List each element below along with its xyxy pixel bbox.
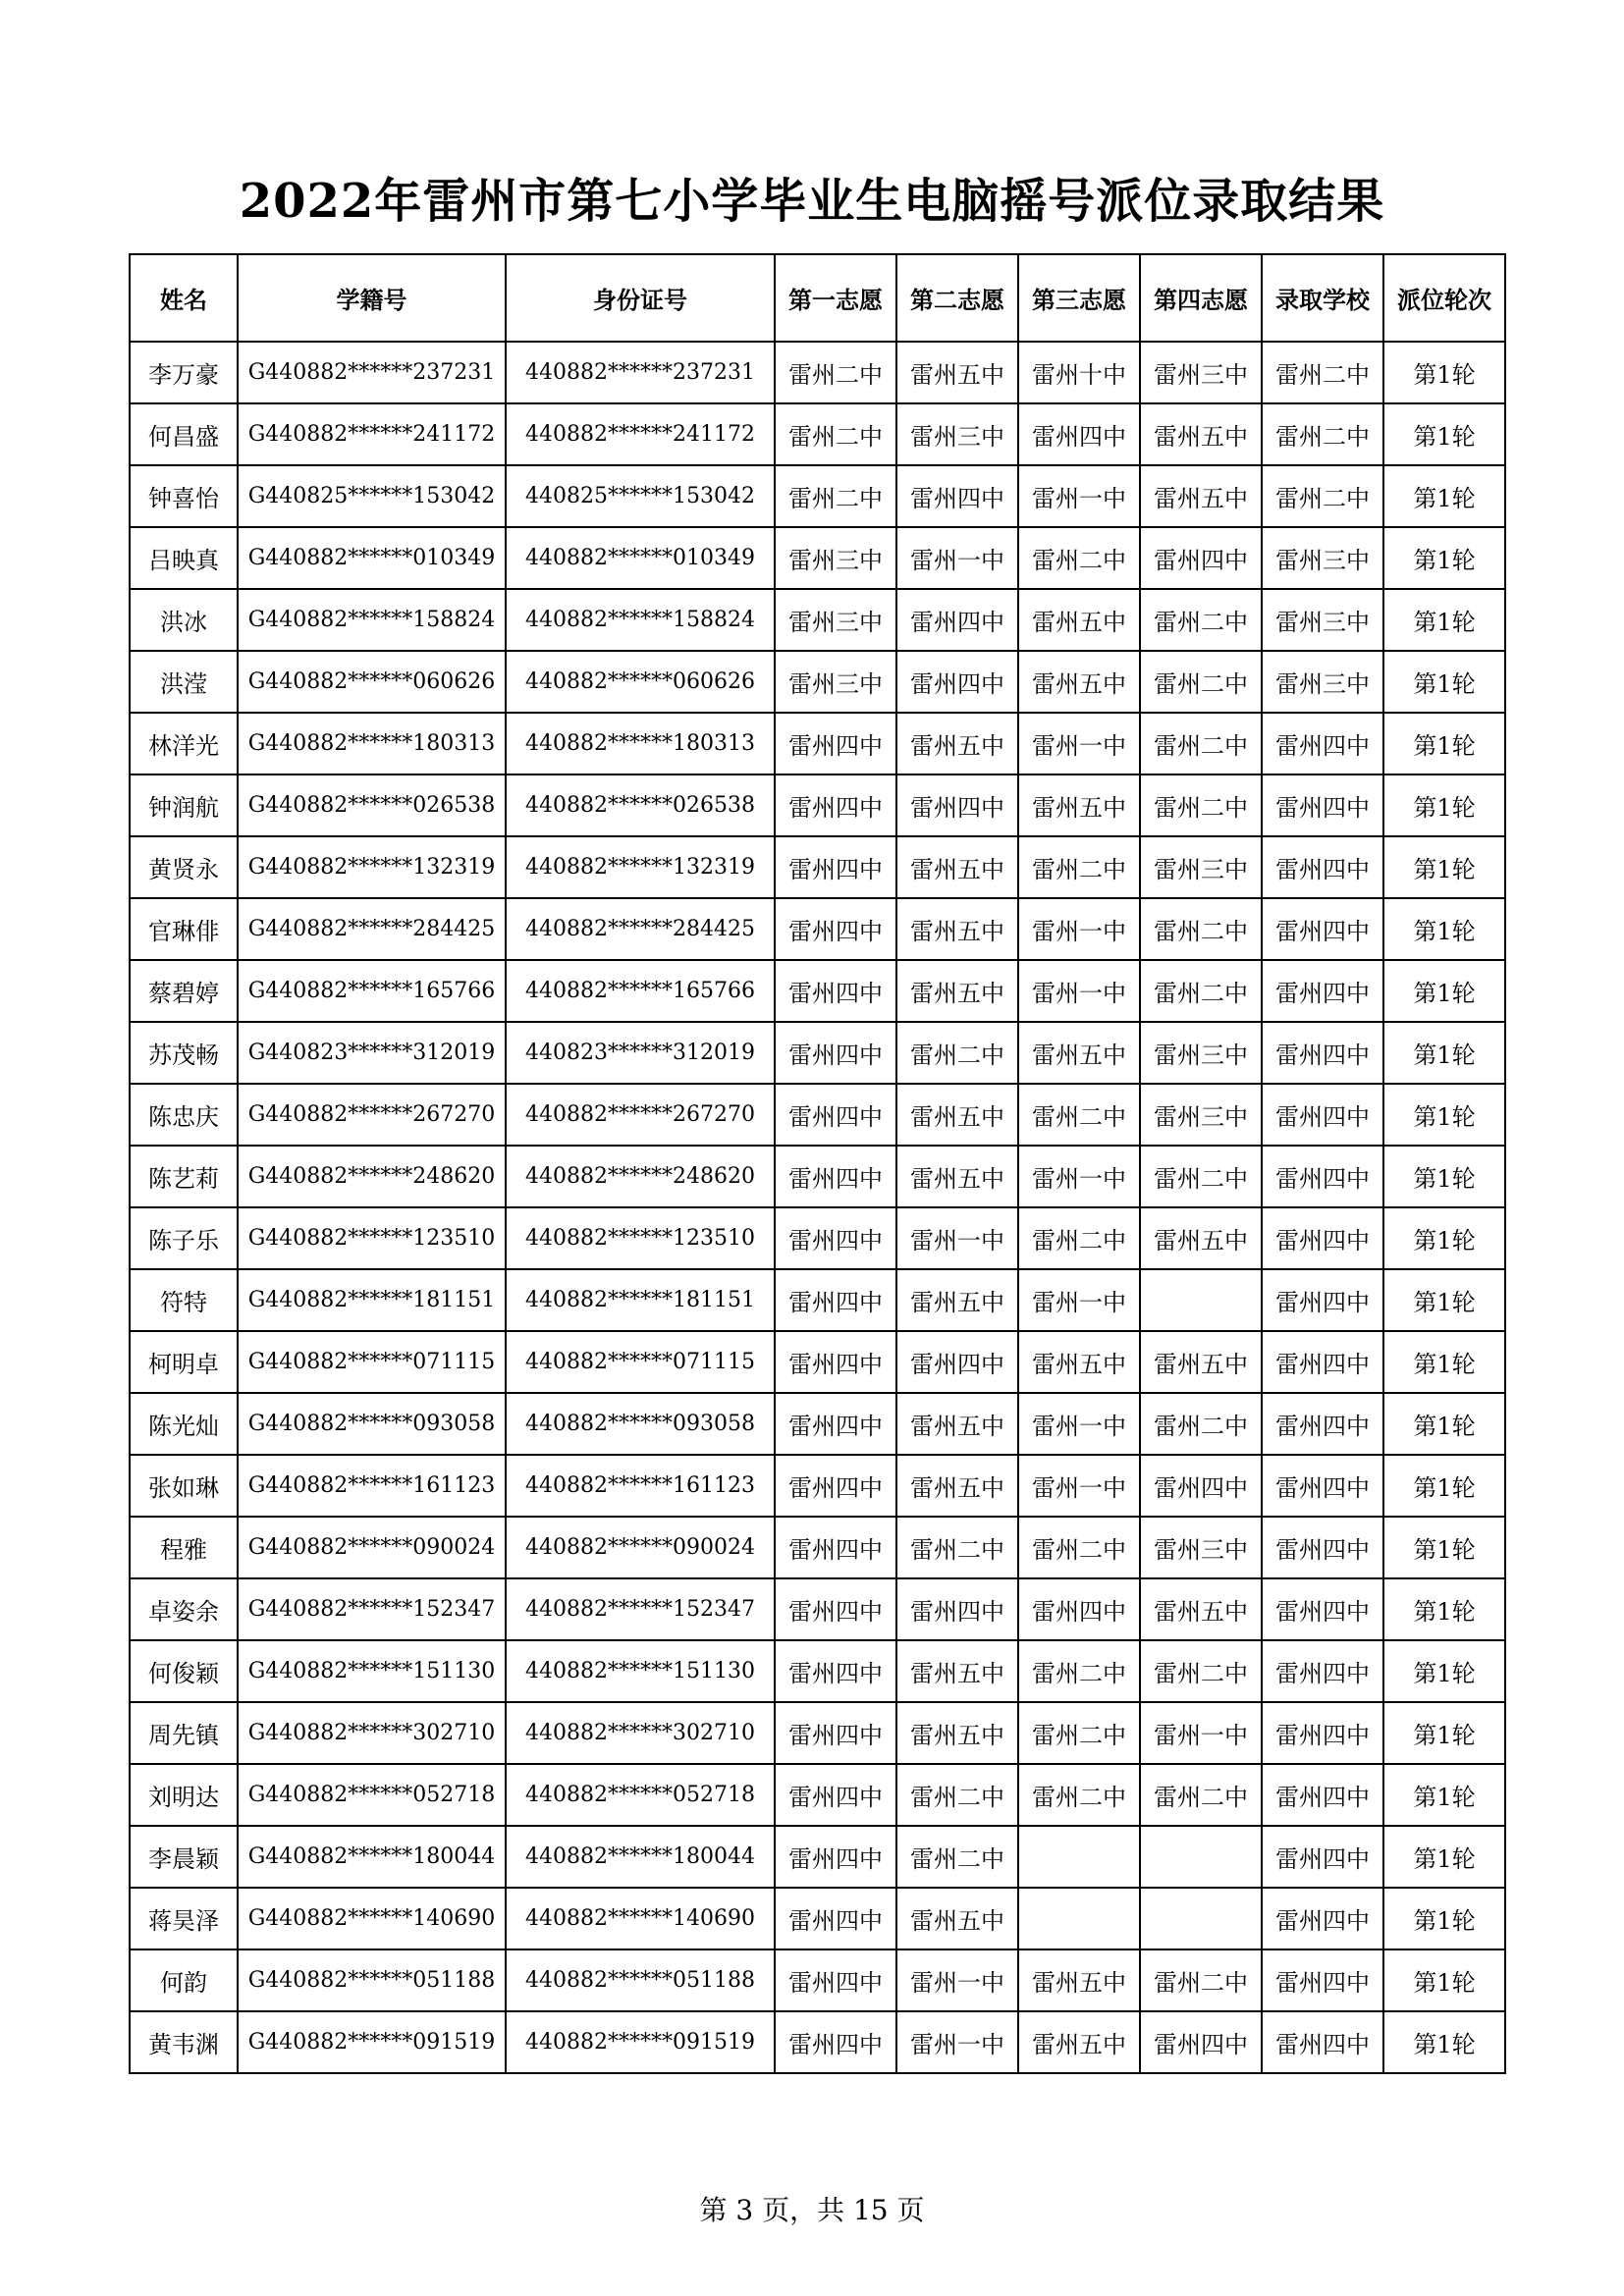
table-row xyxy=(130,1949,1505,2011)
cell-id-card: 440882******010349 xyxy=(506,527,775,589)
cell-choice-1: 雷州四中 xyxy=(775,898,896,960)
cell-name: 柯明卓 xyxy=(130,1331,238,1393)
cell-choice-4: 雷州三中 xyxy=(1140,342,1262,403)
cell-choice-2: 雷州二中 xyxy=(896,1826,1018,1888)
cell-choice-3: 雷州一中 xyxy=(1018,898,1140,960)
cell-choice-1: 雷州四中 xyxy=(775,1455,896,1517)
cell-student-id: G440882******090024 xyxy=(238,1517,506,1578)
table-row xyxy=(130,774,1505,836)
cell-choice-3: 雷州一中 xyxy=(1018,960,1140,1022)
cell-choice-1: 雷州四中 xyxy=(775,1764,896,1826)
cell-id-card: 440882******237231 xyxy=(506,342,775,403)
cell-choice-3: 雷州四中 xyxy=(1018,1578,1140,1640)
cell-choice-1: 雷州四中 xyxy=(775,1331,896,1393)
cell-choice-2: 雷州五中 xyxy=(896,342,1018,403)
cell-choice-1: 雷州三中 xyxy=(775,527,896,589)
cell-round: 第1轮 xyxy=(1383,1455,1505,1517)
cell-admitted-school: 雷州四中 xyxy=(1262,774,1383,836)
cell-choice-4: 雷州二中 xyxy=(1140,1146,1262,1207)
header-student-id: 学籍号 xyxy=(238,254,506,342)
cell-round: 第1轮 xyxy=(1383,1702,1505,1764)
cell-student-id: G440882******248620 xyxy=(238,1146,506,1207)
cell-name: 程雅 xyxy=(130,1517,238,1578)
cell-name: 陈光灿 xyxy=(130,1393,238,1455)
cell-name: 洪冰 xyxy=(130,589,238,651)
cell-choice-3: 雷州二中 xyxy=(1018,836,1140,898)
cell-choice-1: 雷州二中 xyxy=(775,465,896,527)
cell-round: 第1轮 xyxy=(1383,713,1505,774)
cell-id-card: 440882******132319 xyxy=(506,836,775,898)
cell-choice-4 xyxy=(1140,1826,1262,1888)
cell-choice-3: 雷州一中 xyxy=(1018,465,1140,527)
cell-id-card: 440882******161123 xyxy=(506,1455,775,1517)
cell-choice-3: 雷州一中 xyxy=(1018,1146,1140,1207)
cell-round: 第1轮 xyxy=(1383,1578,1505,1640)
cell-choice-3: 雷州五中 xyxy=(1018,1022,1140,1084)
cell-choice-1: 雷州四中 xyxy=(775,1826,896,1888)
cell-choice-4: 雷州三中 xyxy=(1140,1517,1262,1578)
cell-choice-3: 雷州四中 xyxy=(1018,403,1140,465)
cell-choice-1: 雷州四中 xyxy=(775,774,896,836)
cell-admitted-school: 雷州四中 xyxy=(1262,1331,1383,1393)
cell-name: 卓姿余 xyxy=(130,1578,238,1640)
cell-name: 李万豪 xyxy=(130,342,238,403)
cell-student-id: G440825******153042 xyxy=(238,465,506,527)
cell-admitted-school: 雷州四中 xyxy=(1262,1393,1383,1455)
cell-name: 蒋昊泽 xyxy=(130,1888,238,1949)
cell-round: 第1轮 xyxy=(1383,1826,1505,1888)
cell-choice-4: 雷州五中 xyxy=(1140,403,1262,465)
page-number: 第 3 页，共 15 页 xyxy=(699,2194,925,2226)
cell-admitted-school: 雷州四中 xyxy=(1262,1702,1383,1764)
table-row xyxy=(130,1269,1505,1331)
cell-choice-4: 雷州二中 xyxy=(1140,1393,1262,1455)
cell-name: 官琳俳 xyxy=(130,898,238,960)
cell-choice-4: 雷州五中 xyxy=(1140,1207,1262,1269)
cell-round: 第1轮 xyxy=(1383,651,1505,713)
cell-choice-2: 雷州二中 xyxy=(896,1517,1018,1578)
header-choice-2: 第二志愿 xyxy=(896,254,1018,342)
cell-choice-3: 雷州五中 xyxy=(1018,1331,1140,1393)
cell-choice-1: 雷州四中 xyxy=(775,1517,896,1578)
cell-id-card: 440882******123510 xyxy=(506,1207,775,1269)
cell-choice-1: 雷州四中 xyxy=(775,960,896,1022)
cell-choice-2: 雷州一中 xyxy=(896,1949,1018,2011)
cell-admitted-school: 雷州四中 xyxy=(1262,1146,1383,1207)
cell-choice-3: 雷州十中 xyxy=(1018,342,1140,403)
cell-id-card: 440823******312019 xyxy=(506,1022,775,1084)
cell-choice-4: 雷州二中 xyxy=(1140,774,1262,836)
cell-admitted-school: 雷州四中 xyxy=(1262,960,1383,1022)
cell-admitted-school: 雷州二中 xyxy=(1262,465,1383,527)
table-row xyxy=(130,1640,1505,1702)
cell-choice-2: 雷州五中 xyxy=(896,1888,1018,1949)
cell-student-id: G440882******181151 xyxy=(238,1269,506,1331)
cell-student-id: G440882******051188 xyxy=(238,1949,506,2011)
cell-choice-4: 雷州二中 xyxy=(1140,960,1262,1022)
cell-id-card: 440882******302710 xyxy=(506,1702,775,1764)
cell-admitted-school: 雷州四中 xyxy=(1262,1949,1383,2011)
cell-student-id: G440882******140690 xyxy=(238,1888,506,1949)
header-choice-3: 第三志愿 xyxy=(1018,254,1140,342)
cell-admitted-school: 雷州四中 xyxy=(1262,1826,1383,1888)
cell-student-id: G440882******071115 xyxy=(238,1331,506,1393)
cell-choice-3: 雷州五中 xyxy=(1018,1949,1140,2011)
table-row xyxy=(130,836,1505,898)
cell-choice-3: 雷州五中 xyxy=(1018,774,1140,836)
cell-student-id: G440882******241172 xyxy=(238,403,506,465)
cell-round: 第1轮 xyxy=(1383,527,1505,589)
cell-id-card: 440882******152347 xyxy=(506,1578,775,1640)
cell-student-id: G440882******158824 xyxy=(238,589,506,651)
cell-id-card: 440882******181151 xyxy=(506,1269,775,1331)
cell-student-id: G440882******302710 xyxy=(238,1702,506,1764)
cell-round: 第1轮 xyxy=(1383,898,1505,960)
cell-student-id: G440882******267270 xyxy=(238,1084,506,1146)
cell-student-id: G440882******151130 xyxy=(238,1640,506,1702)
table-row xyxy=(130,1764,1505,1826)
cell-choice-1: 雷州四中 xyxy=(775,2011,896,2073)
cell-choice-2: 雷州五中 xyxy=(896,1084,1018,1146)
cell-choice-4: 雷州二中 xyxy=(1140,713,1262,774)
table-row xyxy=(130,713,1505,774)
cell-choice-1: 雷州二中 xyxy=(775,403,896,465)
cell-choice-4: 雷州二中 xyxy=(1140,651,1262,713)
cell-student-id: G440882******052718 xyxy=(238,1764,506,1826)
cell-admitted-school: 雷州三中 xyxy=(1262,651,1383,713)
cell-choice-4: 雷州三中 xyxy=(1140,1084,1262,1146)
cell-name: 何韵 xyxy=(130,1949,238,2011)
cell-choice-4 xyxy=(1140,1888,1262,1949)
table-row xyxy=(130,1084,1505,1146)
cell-round: 第1轮 xyxy=(1383,960,1505,1022)
cell-admitted-school: 雷州四中 xyxy=(1262,1888,1383,1949)
cell-id-card: 440882******151130 xyxy=(506,1640,775,1702)
table-row xyxy=(130,342,1505,403)
table-row xyxy=(130,403,1505,465)
table-row xyxy=(130,589,1505,651)
cell-choice-1: 雷州四中 xyxy=(775,1393,896,1455)
cell-admitted-school: 雷州四中 xyxy=(1262,1640,1383,1702)
cell-admitted-school: 雷州四中 xyxy=(1262,2011,1383,2073)
cell-student-id: G440882******010349 xyxy=(238,527,506,589)
cell-id-card: 440882******180313 xyxy=(506,713,775,774)
cell-name: 林洋光 xyxy=(130,713,238,774)
table-row xyxy=(130,1578,1505,1640)
cell-admitted-school: 雷州四中 xyxy=(1262,1022,1383,1084)
header-round: 派位轮次 xyxy=(1383,254,1505,342)
cell-name: 符特 xyxy=(130,1269,238,1331)
cell-choice-1: 雷州三中 xyxy=(775,651,896,713)
header-name: 姓名 xyxy=(130,254,238,342)
cell-round: 第1轮 xyxy=(1383,1949,1505,2011)
cell-name: 蔡碧婷 xyxy=(130,960,238,1022)
cell-student-id: G440882******091519 xyxy=(238,2011,506,2073)
cell-choice-4: 雷州二中 xyxy=(1140,898,1262,960)
cell-choice-3 xyxy=(1018,1888,1140,1949)
cell-round: 第1轮 xyxy=(1383,1084,1505,1146)
cell-admitted-school: 雷州四中 xyxy=(1262,1269,1383,1331)
cell-name: 周先镇 xyxy=(130,1702,238,1764)
cell-choice-1: 雷州四中 xyxy=(775,1702,896,1764)
cell-choice-4: 雷州三中 xyxy=(1140,1022,1262,1084)
cell-choice-1: 雷州四中 xyxy=(775,1269,896,1331)
cell-id-card: 440882******071115 xyxy=(506,1331,775,1393)
cell-name: 陈艺莉 xyxy=(130,1146,238,1207)
cell-round: 第1轮 xyxy=(1383,589,1505,651)
cell-admitted-school: 雷州四中 xyxy=(1262,1084,1383,1146)
cell-student-id: G440882******152347 xyxy=(238,1578,506,1640)
cell-admitted-school: 雷州四中 xyxy=(1262,1764,1383,1826)
cell-admitted-school: 雷州四中 xyxy=(1262,1517,1383,1578)
cell-choice-2: 雷州五中 xyxy=(896,898,1018,960)
cell-admitted-school: 雷州三中 xyxy=(1262,589,1383,651)
cell-id-card: 440882******060626 xyxy=(506,651,775,713)
cell-id-card: 440882******140690 xyxy=(506,1888,775,1949)
cell-choice-2: 雷州五中 xyxy=(896,1640,1018,1702)
cell-round: 第1轮 xyxy=(1383,1517,1505,1578)
cell-choice-4: 雷州五中 xyxy=(1140,465,1262,527)
cell-choice-3: 雷州二中 xyxy=(1018,1764,1140,1826)
cell-choice-2: 雷州四中 xyxy=(896,589,1018,651)
cell-choice-3 xyxy=(1018,1826,1140,1888)
cell-choice-1: 雷州二中 xyxy=(775,342,896,403)
cell-choice-3: 雷州一中 xyxy=(1018,713,1140,774)
cell-student-id: G440882******237231 xyxy=(238,342,506,403)
cell-choice-2: 雷州五中 xyxy=(896,1455,1018,1517)
cell-round: 第1轮 xyxy=(1383,1393,1505,1455)
header-choice-4: 第四志愿 xyxy=(1140,254,1262,342)
cell-choice-2: 雷州一中 xyxy=(896,1207,1018,1269)
table-row xyxy=(130,1207,1505,1269)
cell-choice-2: 雷州四中 xyxy=(896,1331,1018,1393)
cell-choice-1: 雷州四中 xyxy=(775,1146,896,1207)
cell-name: 何俊颖 xyxy=(130,1640,238,1702)
cell-choice-2: 雷州五中 xyxy=(896,1269,1018,1331)
cell-id-card: 440882******051188 xyxy=(506,1949,775,2011)
cell-choice-3: 雷州二中 xyxy=(1018,1207,1140,1269)
cell-round: 第1轮 xyxy=(1383,1207,1505,1269)
cell-choice-3: 雷州一中 xyxy=(1018,1269,1140,1331)
cell-admitted-school: 雷州三中 xyxy=(1262,527,1383,589)
cell-choice-2: 雷州四中 xyxy=(896,465,1018,527)
cell-choice-2: 雷州四中 xyxy=(896,774,1018,836)
cell-choice-2: 雷州二中 xyxy=(896,1022,1018,1084)
cell-student-id: G440882******180044 xyxy=(238,1826,506,1888)
cell-id-card: 440882******158824 xyxy=(506,589,775,651)
cell-student-id: G440882******284425 xyxy=(238,898,506,960)
cell-choice-1: 雷州四中 xyxy=(775,836,896,898)
cell-id-card: 440882******052718 xyxy=(506,1764,775,1826)
cell-round: 第1轮 xyxy=(1383,465,1505,527)
cell-choice-4: 雷州四中 xyxy=(1140,527,1262,589)
cell-name: 张如琳 xyxy=(130,1455,238,1517)
cell-round: 第1轮 xyxy=(1383,403,1505,465)
cell-admitted-school: 雷州二中 xyxy=(1262,342,1383,403)
cell-name: 钟喜怡 xyxy=(130,465,238,527)
cell-round: 第1轮 xyxy=(1383,342,1505,403)
cell-id-card: 440882******165766 xyxy=(506,960,775,1022)
cell-id-card: 440825******153042 xyxy=(506,465,775,527)
cell-name: 黄韦渊 xyxy=(130,2011,238,2073)
cell-name: 黄贤永 xyxy=(130,836,238,898)
cell-id-card: 440882******248620 xyxy=(506,1146,775,1207)
table-row xyxy=(130,1146,1505,1207)
cell-choice-2: 雷州五中 xyxy=(896,836,1018,898)
cell-choice-4: 雷州二中 xyxy=(1140,589,1262,651)
header-choice-1: 第一志愿 xyxy=(775,254,896,342)
cell-admitted-school: 雷州四中 xyxy=(1262,1207,1383,1269)
cell-name: 陈忠庆 xyxy=(130,1084,238,1146)
cell-id-card: 440882******284425 xyxy=(506,898,775,960)
cell-choice-2: 雷州一中 xyxy=(896,527,1018,589)
cell-name: 吕映真 xyxy=(130,527,238,589)
cell-choice-4: 雷州四中 xyxy=(1140,1455,1262,1517)
cell-round: 第1轮 xyxy=(1383,1146,1505,1207)
cell-round: 第1轮 xyxy=(1383,1640,1505,1702)
cell-choice-1: 雷州四中 xyxy=(775,1888,896,1949)
cell-round: 第1轮 xyxy=(1383,774,1505,836)
cell-admitted-school: 雷州二中 xyxy=(1262,403,1383,465)
cell-student-id: G440882******132319 xyxy=(238,836,506,898)
cell-admitted-school: 雷州四中 xyxy=(1262,1578,1383,1640)
cell-choice-2: 雷州五中 xyxy=(896,1146,1018,1207)
table-row xyxy=(130,2011,1505,2073)
cell-choice-2: 雷州四中 xyxy=(896,1578,1018,1640)
cell-choice-4: 雷州一中 xyxy=(1140,1702,1262,1764)
table-row xyxy=(130,1517,1505,1578)
cell-choice-3: 雷州五中 xyxy=(1018,2011,1140,2073)
cell-choice-4: 雷州五中 xyxy=(1140,1578,1262,1640)
cell-round: 第1轮 xyxy=(1383,2011,1505,2073)
cell-choice-4: 雷州五中 xyxy=(1140,1331,1262,1393)
cell-round: 第1轮 xyxy=(1383,1764,1505,1826)
cell-round: 第1轮 xyxy=(1383,1888,1505,1949)
table-row xyxy=(130,1331,1505,1393)
cell-choice-4 xyxy=(1140,1269,1262,1331)
cell-admitted-school: 雷州四中 xyxy=(1262,898,1383,960)
table-row xyxy=(130,527,1505,589)
cell-admitted-school: 雷州四中 xyxy=(1262,713,1383,774)
cell-choice-3: 雷州五中 xyxy=(1018,589,1140,651)
table-row xyxy=(130,898,1505,960)
table-row xyxy=(130,1888,1505,1949)
cell-choice-3: 雷州二中 xyxy=(1018,1640,1140,1702)
cell-name: 苏茂畅 xyxy=(130,1022,238,1084)
cell-round: 第1轮 xyxy=(1383,1269,1505,1331)
cell-choice-1: 雷州四中 xyxy=(775,1207,896,1269)
cell-name: 陈子乐 xyxy=(130,1207,238,1269)
cell-choice-2: 雷州三中 xyxy=(896,403,1018,465)
cell-id-card: 440882******241172 xyxy=(506,403,775,465)
cell-choice-3: 雷州一中 xyxy=(1018,1393,1140,1455)
cell-choice-4: 雷州二中 xyxy=(1140,1764,1262,1826)
cell-round: 第1轮 xyxy=(1383,1331,1505,1393)
cell-student-id: G440882******161123 xyxy=(238,1455,506,1517)
table-row xyxy=(130,1022,1505,1084)
cell-choice-4: 雷州三中 xyxy=(1140,836,1262,898)
cell-id-card: 440882******093058 xyxy=(506,1393,775,1455)
cell-name: 刘明达 xyxy=(130,1764,238,1826)
table-row xyxy=(130,1393,1505,1455)
table-row xyxy=(130,465,1505,527)
cell-round: 第1轮 xyxy=(1383,836,1505,898)
cell-choice-4: 雷州四中 xyxy=(1140,2011,1262,2073)
cell-name: 何昌盛 xyxy=(130,403,238,465)
cell-student-id: G440882******123510 xyxy=(238,1207,506,1269)
header-admitted-school: 录取学校 xyxy=(1262,254,1383,342)
table-row xyxy=(130,1826,1505,1888)
table-row xyxy=(130,960,1505,1022)
cell-choice-2: 雷州四中 xyxy=(896,651,1018,713)
cell-round: 第1轮 xyxy=(1383,1022,1505,1084)
cell-choice-1: 雷州三中 xyxy=(775,589,896,651)
cell-name: 洪滢 xyxy=(130,651,238,713)
table-row xyxy=(130,651,1505,713)
cell-choice-1: 雷州四中 xyxy=(775,1578,896,1640)
cell-id-card: 440882******180044 xyxy=(506,1826,775,1888)
table-row xyxy=(130,1455,1505,1517)
cell-student-id: G440823******312019 xyxy=(238,1022,506,1084)
cell-choice-3: 雷州五中 xyxy=(1018,651,1140,713)
cell-choice-2: 雷州一中 xyxy=(896,2011,1018,2073)
table-row xyxy=(130,1702,1505,1764)
cell-id-card: 440882******091519 xyxy=(506,2011,775,2073)
cell-choice-2: 雷州五中 xyxy=(896,960,1018,1022)
cell-student-id: G440882******060626 xyxy=(238,651,506,713)
cell-choice-2: 雷州五中 xyxy=(896,1393,1018,1455)
admission-results-table xyxy=(129,253,1506,2074)
cell-id-card: 440882******090024 xyxy=(506,1517,775,1578)
cell-choice-3: 雷州二中 xyxy=(1018,1702,1140,1764)
cell-id-card: 440882******267270 xyxy=(506,1084,775,1146)
cell-choice-2: 雷州二中 xyxy=(896,1764,1018,1826)
cell-choice-2: 雷州五中 xyxy=(896,713,1018,774)
cell-id-card: 440882******026538 xyxy=(506,774,775,836)
cell-student-id: G440882******026538 xyxy=(238,774,506,836)
cell-choice-1: 雷州四中 xyxy=(775,713,896,774)
table-header-row xyxy=(130,254,1505,342)
cell-student-id: G440882******180313 xyxy=(238,713,506,774)
cell-choice-1: 雷州四中 xyxy=(775,1640,896,1702)
cell-student-id: G440882******165766 xyxy=(238,960,506,1022)
cell-name: 李晨颖 xyxy=(130,1826,238,1888)
cell-admitted-school: 雷州四中 xyxy=(1262,1455,1383,1517)
cell-choice-1: 雷州四中 xyxy=(775,1084,896,1146)
cell-student-id: G440882******093058 xyxy=(238,1393,506,1455)
page-title: 2022年雷州市第七小学毕业生电脑摇号派位录取结果 xyxy=(239,174,1385,229)
cell-choice-4: 雷州二中 xyxy=(1140,1949,1262,2011)
cell-choice-3: 雷州一中 xyxy=(1018,1455,1140,1517)
cell-choice-1: 雷州四中 xyxy=(775,1949,896,2011)
cell-admitted-school: 雷州四中 xyxy=(1262,836,1383,898)
cell-choice-3: 雷州二中 xyxy=(1018,1517,1140,1578)
cell-choice-4: 雷州二中 xyxy=(1140,1640,1262,1702)
cell-choice-1: 雷州四中 xyxy=(775,1022,896,1084)
cell-choice-3: 雷州二中 xyxy=(1018,1084,1140,1146)
cell-choice-2: 雷州五中 xyxy=(896,1702,1018,1764)
cell-choice-3: 雷州二中 xyxy=(1018,527,1140,589)
header-id-card: 身份证号 xyxy=(506,254,775,342)
cell-name: 钟润航 xyxy=(130,774,238,836)
